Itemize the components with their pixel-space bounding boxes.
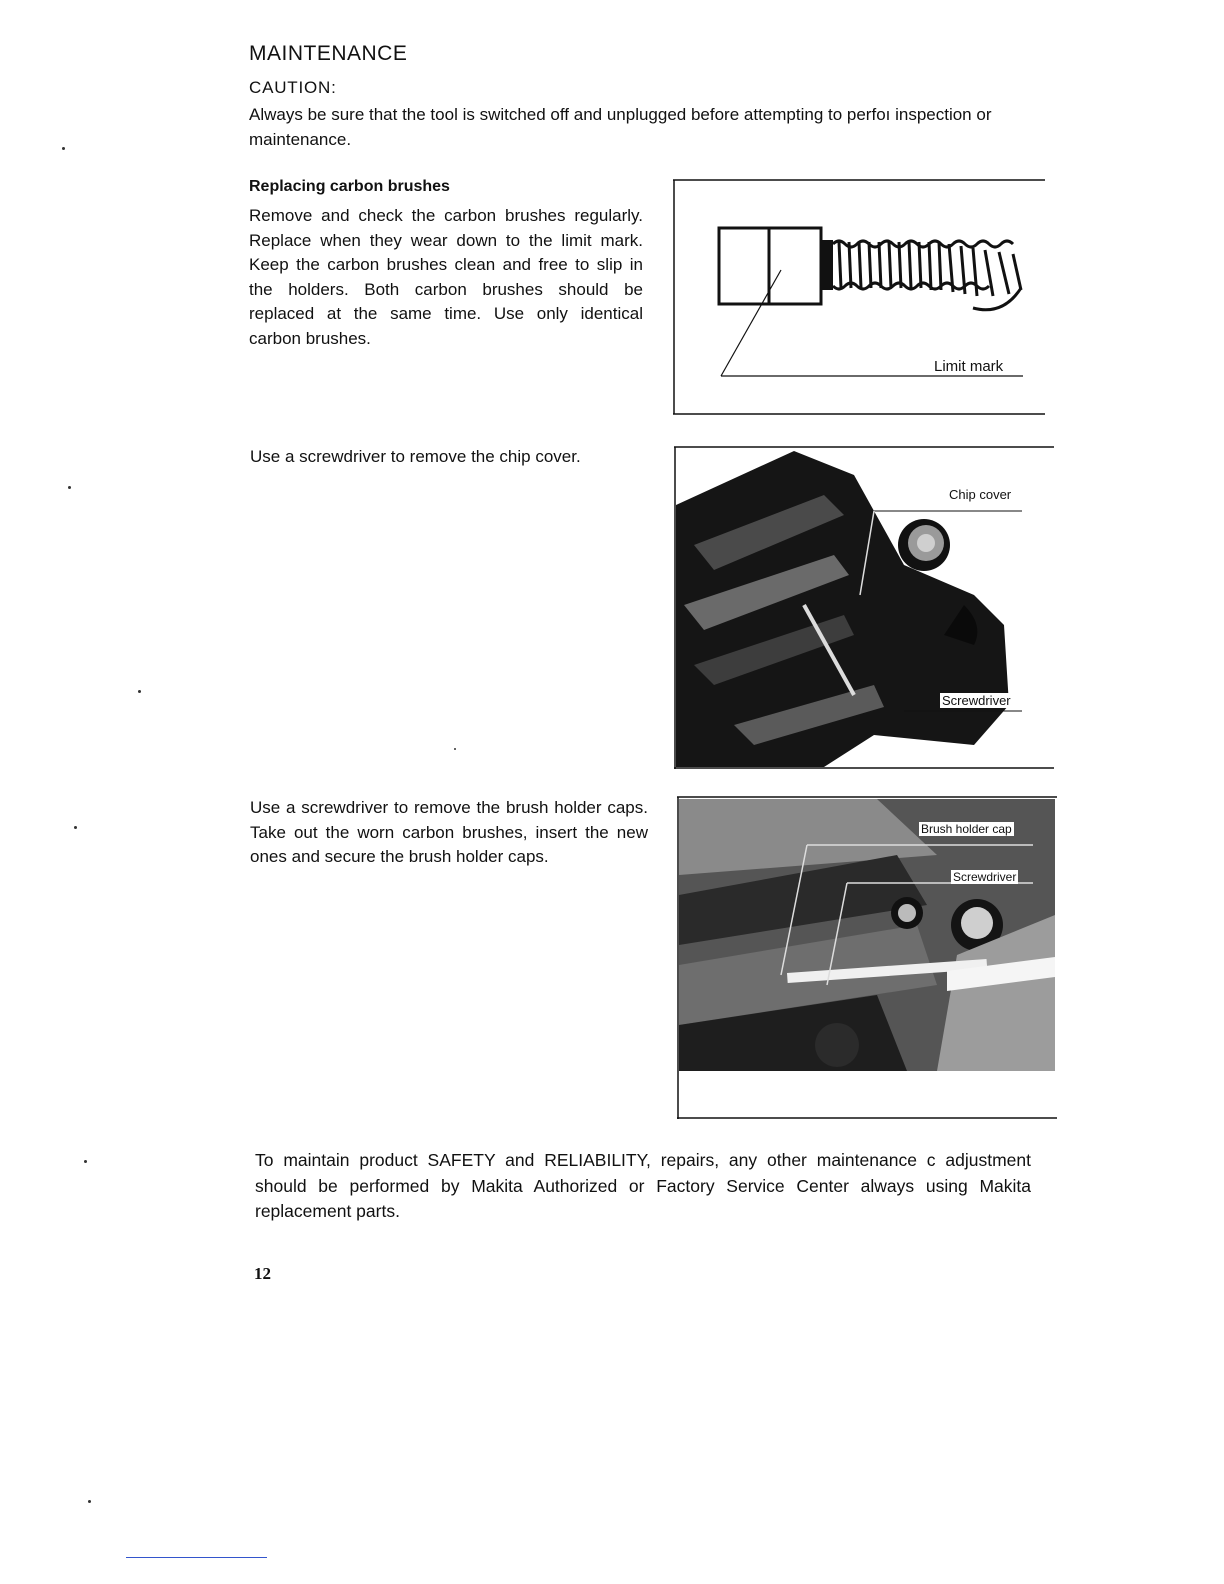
chip-cover-label: Chip cover [949, 487, 1012, 502]
scan-speck [88, 1500, 91, 1503]
caution-text: Always be sure that the tool is switched off and unplugged before attempting to perfoı inspection or maintenance. [249, 105, 992, 149]
scan-speck [74, 826, 77, 829]
page-heading: MAINTENANCE [249, 42, 408, 65]
scan-speck [138, 690, 141, 693]
paragraph-chip-cover: Use a screwdriver to remove the chip cover. [250, 447, 581, 466]
page-number: 12 [254, 1264, 271, 1283]
brush-holder-photo [677, 795, 1057, 1121]
scan-speck [68, 486, 71, 489]
carbon-brush-figure [673, 178, 1045, 416]
carbon-brush-diagram [673, 178, 1045, 416]
section-title: Replacing carbon brushes [249, 178, 450, 195]
scan-speck [84, 1160, 87, 1163]
limit-mark-label: Limit mark [934, 358, 1004, 375]
brush-holder-cap-label: Brush holder cap [921, 822, 1012, 836]
screwdriver-label-2: Screwdriver [953, 870, 1017, 884]
bottom-rule [126, 1557, 267, 1558]
scan-speck [454, 748, 456, 750]
caution-label: CAUTION: [249, 78, 337, 97]
chip-cover-photo [674, 445, 1054, 771]
brush-holder-photo-drawing [677, 795, 1057, 1121]
paragraph-replace-brushes: Remove and check the carbon brushes regularly. Replace when they wear down to the limit mark. Keep the carbon brushes clean and free to slip in the holders. Both carbon brushes should be replaced at the same time. Use only identical carbon brushes. [249, 206, 643, 348]
paragraph-safety: To maintain product SAFETY and RELIABILITY, repairs, any other maintenance c adjustment should be performed by Makita Authorized or Factory Service Center always using Makita replacement parts. [255, 1150, 1031, 1221]
paragraph-holder-caps: Use a screwdriver to remove the brush holder caps. Take out the worn carbon brushes, insert the new ones and secure the brush holder caps. [250, 798, 648, 867]
scan-speck [62, 147, 65, 150]
screwdriver-label: Screwdriver [942, 693, 1011, 708]
